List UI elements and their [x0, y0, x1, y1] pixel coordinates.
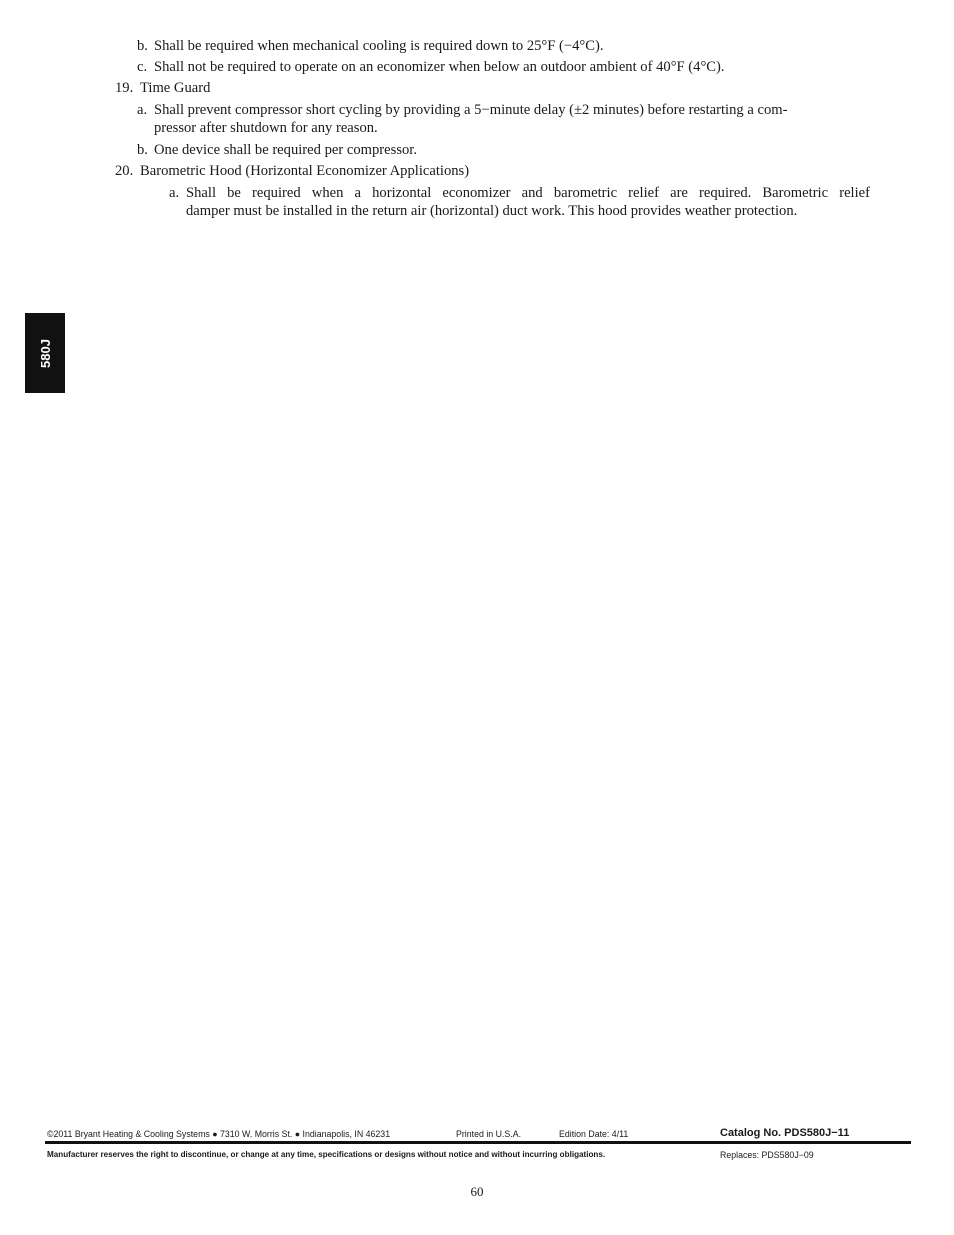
- item-label: a.: [137, 102, 148, 118]
- section-title: Barometric Hood (Horizontal Economizer Applications): [140, 163, 470, 179]
- item-text-line-1: Shall be required when a horizontal economizer and barometric relief are required. Barometric relief: [186, 185, 870, 201]
- footer-edition-date: Edition Date: 4/11: [559, 1129, 629, 1139]
- item-text-line-2: damper must be installed in the return air (horizontal) duct work. This hood provides weather protection.: [186, 203, 798, 219]
- footer-rule: [45, 1141, 911, 1144]
- section-number: 20.: [115, 163, 134, 179]
- item-label: a.: [169, 185, 180, 201]
- item-label: c.: [137, 59, 148, 75]
- item-text: Shall not be required to operate on an economizer when below an outdoor ambient of 40°F (4°C).: [154, 59, 725, 75]
- footer-catalog-number: Catalog No. PDS580J−11: [720, 1127, 850, 1139]
- item-label: b.: [137, 38, 148, 54]
- side-tab-label: 580J: [37, 338, 53, 368]
- item-text-line-1: Shall prevent compressor short cycling by providing a 5−minute delay (±2 minutes) before restarting a com-: [154, 102, 788, 118]
- footer-replaces: Replaces: PDS580J−09: [720, 1150, 814, 1160]
- section-heading-19: [115, 79, 211, 97]
- footer-printed: Printed in U.S.A.: [456, 1129, 522, 1139]
- section-number: 19.: [115, 80, 134, 96]
- item-text: One device shall be required per compressor.: [154, 142, 417, 158]
- list-item-c: [137, 58, 725, 76]
- list-item-20a: [169, 184, 870, 219]
- item-text-line-2: pressor after shutdown for any reason.: [154, 120, 378, 136]
- list-item-b: [137, 37, 604, 55]
- footer-disclaimer: Manufacturer reserves the right to discontinue, or change at any time, specifications or designs without notice and without incurring obligations.: [47, 1150, 606, 1159]
- side-tab: [25, 313, 65, 393]
- item-text: Shall be required when mechanical cooling is required down to 25°F (−4°C).: [154, 38, 604, 54]
- section-title: Time Guard: [140, 80, 211, 96]
- item-label: b.: [137, 142, 148, 158]
- list-item-19b: [137, 141, 417, 159]
- section-heading-20: [115, 162, 470, 180]
- page-number: 60: [470, 1184, 484, 1199]
- list-item-19a: [137, 101, 788, 136]
- footer-copyright: ©2011 Bryant Heating & Cooling Systems ● 7310 W. Morris St. ● Indianapolis, IN 46231: [47, 1129, 391, 1139]
